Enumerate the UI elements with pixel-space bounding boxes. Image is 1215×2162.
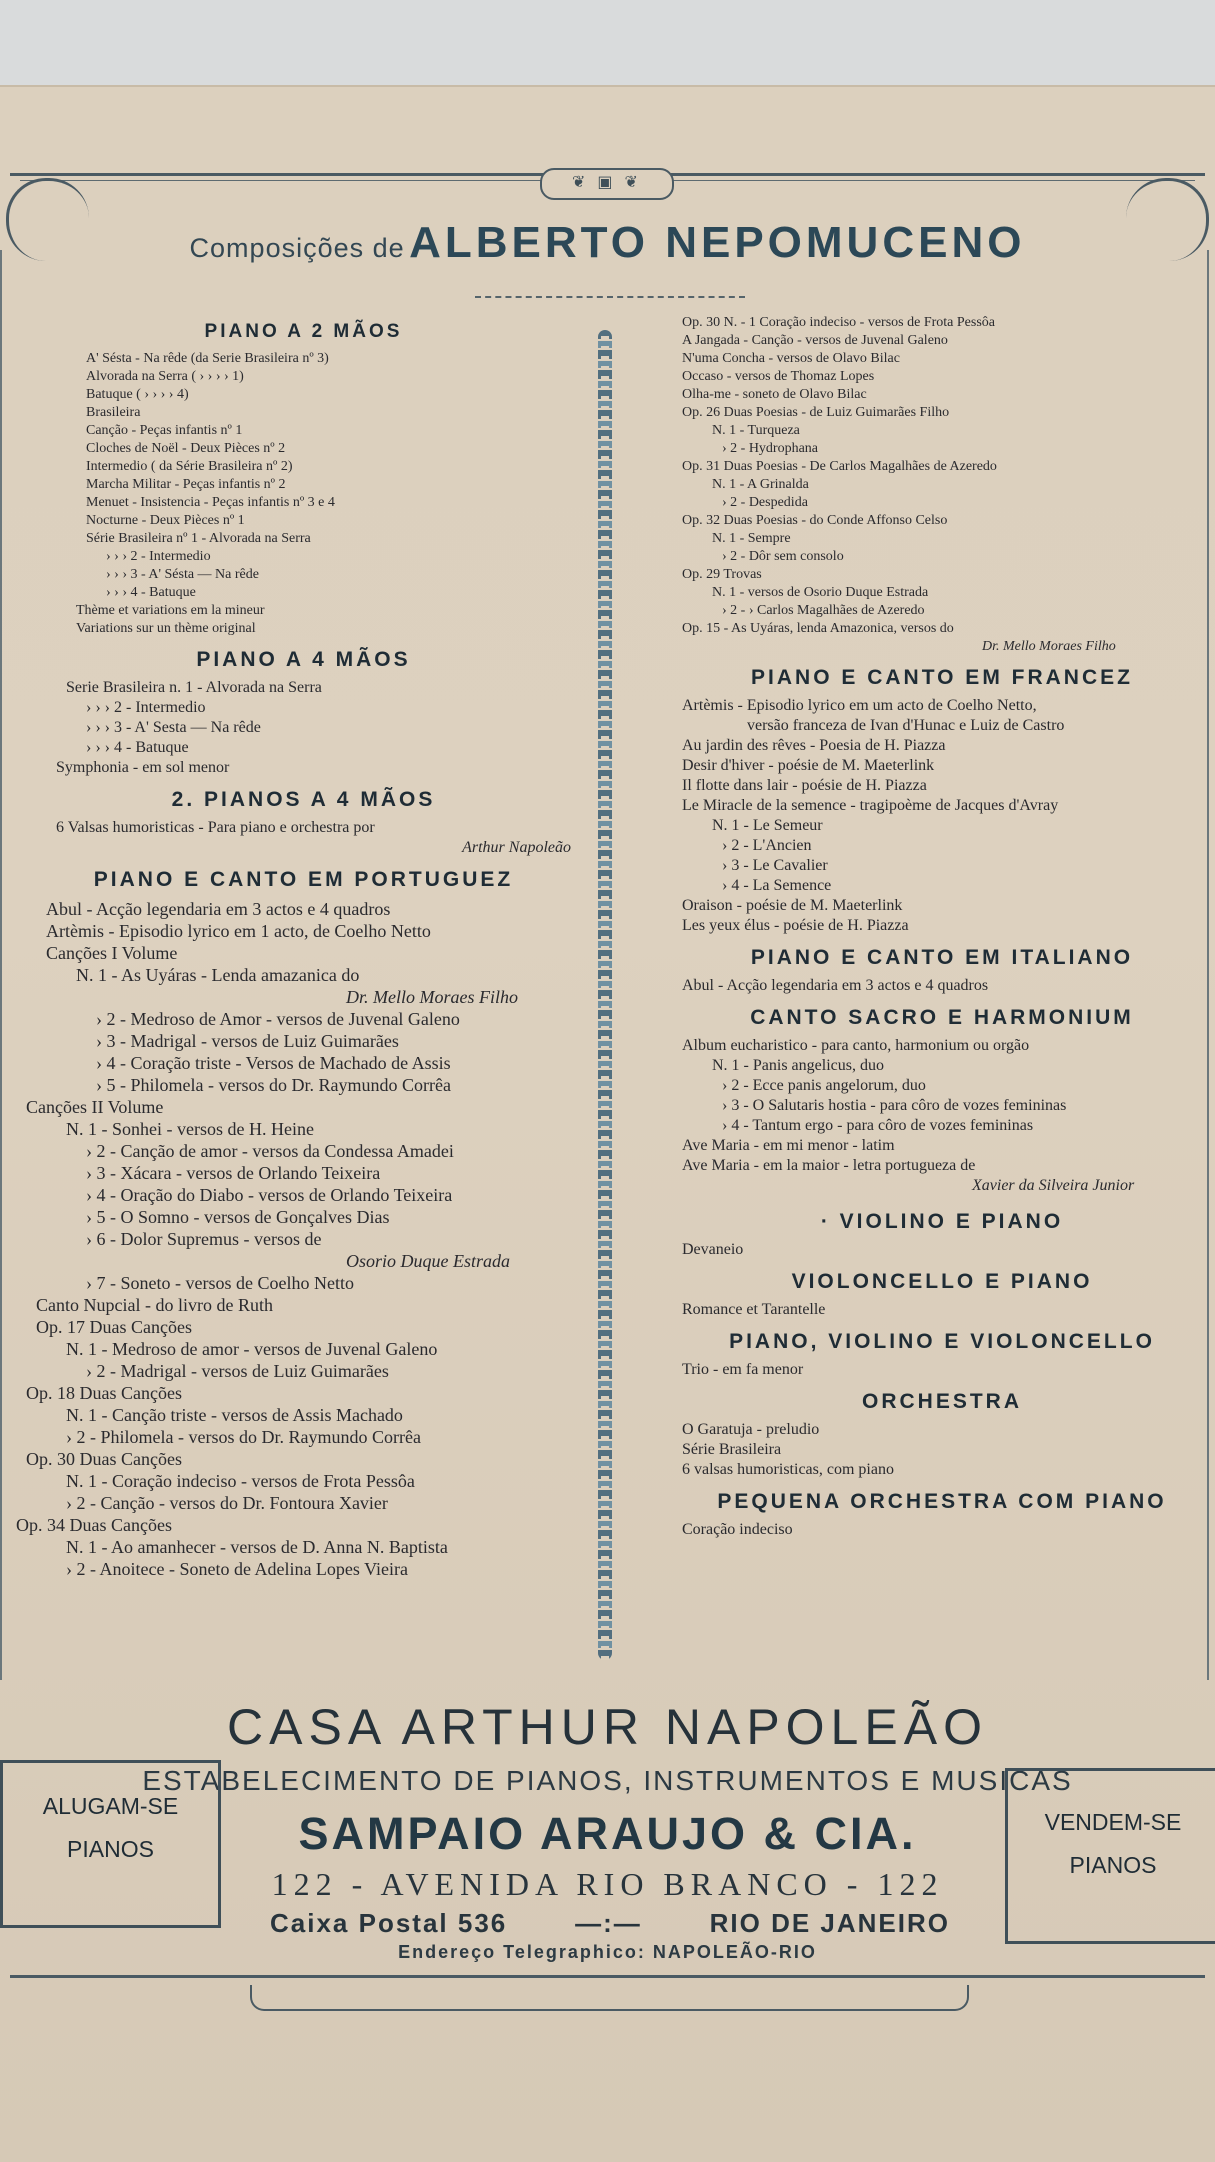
list-item: › › › 4 - Batuque — [86, 739, 189, 756]
section-heading: PIANO E CANTO EM ITALIANO — [750, 946, 1134, 969]
list-item: Op. 34 Duas Canções — [16, 1515, 172, 1535]
list-item: Occaso - versos de Thomaz Lopes — [682, 369, 875, 384]
list-item: Op. 26 Duas Poesias - de Luiz Guimarães Filho — [682, 405, 950, 420]
list-item: Op. 32 Duas Poesias - do Conde Affonso Celso — [682, 513, 948, 528]
list-item: Dr. Mello Moraes Filho — [982, 639, 1116, 654]
section-heading: PIANO A 4 MÃOS — [196, 648, 411, 671]
list-item: Desir d'hiver - poésie de M. Maeterlink — [682, 757, 935, 774]
list-item: Les yeux élus - poésie de H. Piazza — [682, 917, 909, 934]
list-item: Menuet - Insistencia - Peças infantis nº 3 e 4 — [86, 495, 335, 510]
list-item: Intermedio ( da Série Brasileira nº 2) — [86, 459, 293, 474]
list-item: › › › 4 - Batuque — [106, 585, 196, 600]
ornamental-frame-bottom — [10, 1975, 1205, 1978]
list-item: 6 Valsas humoristicas - Para piano e orchestra por — [56, 819, 375, 836]
list-item: Canção - Peças infantis nº 1 — [86, 423, 243, 438]
list-item: versão franceza de Ivan d'Hunac e Luiz de Castro — [747, 717, 1065, 734]
list-item: Arthur Napoleão — [462, 839, 571, 856]
list-item: › › › 2 - Intermedio — [106, 549, 211, 564]
list-item: N. 1 - As Uyáras - Lenda amazanica do — [76, 965, 360, 985]
list-item: › 2 - Canção - versos do Dr. Fontoura Xavier — [66, 1493, 388, 1513]
list-item: Op. 31 Duas Poesias - De Carlos Magalhães de Azeredo — [682, 459, 997, 474]
list-item: Canções II Volume — [26, 1097, 164, 1117]
city: RIO DE JANEIRO — [709, 1908, 950, 1938]
list-item: Ave Maria - em la maior - letra portugueza de — [682, 1157, 976, 1174]
list-item: › 2 - Ecce panis angelorum, duo — [722, 1077, 926, 1094]
list-item: Série Brasileira nº 1 - Alvorada na Serra — [86, 531, 311, 546]
list-item: N. 1 - Canção triste - versos de Assis Machado — [66, 1405, 403, 1425]
list-item: › 2 - Despedida — [722, 495, 808, 510]
list-item: N. 1 - Sempre — [712, 531, 791, 546]
section-heading: VIOLONCELLO E PIANO — [791, 1270, 1093, 1293]
list-item: Batuque ( › › › › 4) — [86, 387, 189, 402]
title-prefix: Composições de — [189, 233, 405, 263]
section-heading: PIANO E CANTO EM PORTUGUEZ — [93, 868, 514, 891]
list-item: Abul - Acção legendaria em 3 actos e 4 quadros — [682, 977, 989, 994]
list-item: A Jangada - Canção - versos de Juvenal Galeno — [682, 333, 948, 348]
page-title — [0, 218, 1215, 268]
separator: —:— — [575, 1908, 642, 1938]
list-item: › 6 - Dolor Supremus - versos de — [86, 1229, 322, 1249]
frame-side-right — [1207, 250, 1215, 1680]
list-item: N'uma Concha - versos de Olavo Bilac — [682, 351, 900, 366]
list-item: N. 1 - Sonhei - versos de H. Heine — [66, 1119, 314, 1139]
list-item: Thème et variations em la mineur — [76, 603, 265, 618]
list-item: Ave Maria - em mi menor - latim — [682, 1137, 895, 1154]
chain-divider-icon — [598, 330, 612, 1660]
sale-notice — [1005, 1768, 1215, 1944]
list-item: N. 1 - Medroso de amor - versos de Juvenal Galeno — [66, 1339, 438, 1359]
list-item: Série Brasileira — [682, 1441, 782, 1458]
list-item: › 4 - Coração triste - Versos de Machado de Assis — [96, 1053, 451, 1073]
list-item: › 4 - Tantum ergo - para côro de vozes femininas — [722, 1117, 1034, 1134]
list-item: › 2 - Medroso de Amor - versos de Juvenal Galeno — [96, 1009, 460, 1029]
list-item: › 2 - L'Ancien — [722, 837, 812, 854]
list-item: N. 1 - A Grinalda — [712, 477, 809, 492]
section-heading: PIANO, VIOLINO E VIOLONCELLO — [729, 1330, 1155, 1353]
list-item: Trio - em fa menor — [682, 1361, 804, 1378]
list-item: › 7 - Soneto - versos de Coelho Netto — [86, 1273, 354, 1293]
list-item: › 2 - Hydrophana — [722, 441, 819, 456]
list-item: Dr. Mello Moraes Filho — [346, 987, 518, 1007]
list-item: Op. 15 - As Uyáras, lenda Amazonica, versos do — [682, 621, 954, 636]
sale-line-2: PIANOS — [1069, 1852, 1157, 1878]
section-heading: PIANO E CANTO EM FRANCEZ — [751, 666, 1133, 689]
list-item: Devaneio — [682, 1241, 744, 1258]
list-item: › › › 2 - Intermedio — [86, 699, 206, 716]
list-item: › 3 - Madrigal - versos de Luiz Guimarães — [96, 1031, 399, 1051]
list-item: › 2 - Madrigal - versos de Luiz Guimarães — [86, 1361, 389, 1381]
telegraph-address: Endereço Telegraphico: NAPOLEÃO-RIO — [398, 1942, 817, 1962]
list-item: A' Sésta - Na rêde (da Serie Brasileira nº 3) — [86, 351, 329, 366]
list-item: › 2 - Anoitece - Soneto de Adelina Lopes Vieira — [66, 1559, 408, 1579]
list-item: › 3 - O Salutaris hostia - para côro de vozes femininas — [722, 1097, 1067, 1114]
rental-notice — [0, 1760, 221, 1928]
section-heading: 2. PIANOS A 4 MÃOS — [171, 788, 436, 811]
frame-side-left — [0, 250, 8, 1680]
list-item: Cloches de Noël - Deux Pièces nº 2 — [86, 441, 286, 456]
list-item: › 2 - Canção de amor - versos da Condessa Amadei — [86, 1141, 454, 1161]
list-item: Le Miracle de la semence - tragipoème de Jacques d'Avray — [682, 797, 1059, 814]
list-item: Coração indeciso — [682, 1521, 793, 1538]
list-item: Artèmis - Episodio lyrico em 1 acto, de Coelho Netto — [46, 921, 431, 941]
list-item: Serie Brasileira n. 1 - Alvorada na Serra — [66, 679, 322, 696]
list-item: Nocturne - Deux Pièces nº 1 — [86, 513, 245, 528]
ornament-icon — [540, 168, 674, 200]
list-item: › 4 - Oração do Diabo - versos de Orlando Teixeira — [86, 1185, 453, 1205]
list-item: Brasileira — [86, 405, 141, 420]
ornamental-frame-bottom-tab — [250, 1985, 969, 2011]
postal-box: Caixa Postal 536 — [270, 1908, 508, 1938]
list-item: Marcha Militar - Peças infantis nº 2 — [86, 477, 286, 492]
list-item: Il flotte dans lair - poésie de H. Piazza — [682, 777, 927, 794]
list-item: › › › 3 - A' Sésta — Na rêde — [106, 567, 259, 582]
list-item: Album eucharistico - para canto, harmonium ou orgão — [682, 1037, 1030, 1054]
list-item: Op. 18 Duas Canções — [26, 1383, 182, 1403]
sale-line-1: VENDEM-SE — [1044, 1809, 1182, 1835]
list-item: N. 1 - Ao amanhecer - versos de D. Anna N. Baptista — [66, 1537, 448, 1557]
list-item: Xavier da Silveira Junior — [972, 1177, 1135, 1194]
left-column — [16, 320, 591, 1580]
publisher-description: ESTABELECIMENTO DE PIANOS, INSTRUMENTOS E MUSICAS — [142, 1765, 1073, 1796]
list-item: Au jardin des rêves - Poesia de H. Piazza — [682, 737, 946, 754]
list-item: Op. 30 N. - 1 Coração indeciso - versos de Frota Pessôa — [682, 315, 995, 330]
rental-line-1: ALUGAM-SE — [42, 1793, 179, 1819]
list-item: Osorio Duque Estrada — [346, 1251, 511, 1271]
list-item: 6 valsas humoristicas, com piano — [682, 1461, 894, 1478]
list-item: › 5 - O Somno - versos de Gonçalves Dias — [86, 1207, 390, 1227]
list-item: Variations sur un thème original — [76, 621, 256, 636]
address: 122 - AVENIDA RIO BRANCO - 122 — [271, 1866, 944, 1902]
list-item: Canções I Volume — [46, 943, 178, 963]
company-name: SAMPAIO ARAUJO & CIA. — [298, 1808, 917, 1859]
list-item: Olha-me - soneto de Olavo Bilac — [682, 387, 867, 402]
list-item: Alvorada na Serra ( › › › › 1) — [86, 369, 244, 384]
list-item: Canto Nupcial - do livro de Ruth — [36, 1295, 273, 1315]
section-heading: ORCHESTRA — [861, 1390, 1022, 1413]
postal-line — [270, 1908, 950, 1939]
section-heading: CANTO SACRO E HARMONIUM — [750, 1006, 1134, 1029]
right-column — [682, 315, 1202, 1540]
list-item: Oraison - poésie de M. Maeterlink — [682, 897, 903, 914]
list-item: › › › 3 - A' Sesta — Na rêde — [86, 719, 261, 736]
section-heading: PEQUENA ORCHESTRA COM PIANO — [717, 1490, 1167, 1513]
list-item: › 4 - La Semence — [722, 877, 832, 894]
list-item: Artèmis - Episodio lyrico em um acto de Coelho Netto, — [682, 697, 1037, 714]
list-item: Op. 17 Duas Canções — [36, 1317, 192, 1337]
list-item: Op. 30 Duas Canções — [26, 1449, 182, 1469]
composer-name: ALBERTO NEPOMUCENO — [409, 218, 1026, 267]
list-item: Op. 29 Trovas — [682, 567, 762, 582]
list-item: N. 1 - Le Semeur — [712, 817, 823, 834]
list-item: O Garatuja - preludio — [682, 1421, 820, 1438]
publisher-name: CASA ARTHUR NAPOLEÃO — [227, 1699, 988, 1755]
list-item: › 2 - Philomela - versos do Dr. Raymundo Corrêa — [66, 1427, 421, 1447]
list-item: › 5 - Philomela - versos do Dr. Raymundo Corrêa — [96, 1075, 451, 1095]
list-item: N. 1 - Coração indeciso - versos de Frota Pessôa — [66, 1471, 415, 1491]
list-item: › 3 - Xácara - versos de Orlando Teixeira — [86, 1163, 381, 1183]
list-item: › 3 - Le Cavalier — [722, 857, 828, 874]
title-divider — [475, 296, 745, 298]
list-item: Symphonia - em sol menor — [56, 759, 230, 776]
list-item: N. 1 - Turqueza — [712, 423, 800, 438]
section-heading: · VIOLINO E PIANO — [820, 1210, 1064, 1233]
list-item: › 2 - Dôr sem consolo — [722, 549, 844, 564]
list-item: N. 1 - Panis angelicus, duo — [712, 1057, 884, 1074]
list-item: Romance et Tarantelle — [682, 1301, 826, 1318]
section-heading: PIANO A 2 MÃOS — [204, 321, 403, 342]
list-item: N. 1 - versos de Osorio Duque Estrada — [712, 585, 929, 600]
rental-line-2: PIANOS — [67, 1836, 154, 1862]
list-item: Abul - Acção legendaria em 3 actos e 4 quadros — [46, 899, 391, 919]
list-item: › 2 - › Carlos Magalhães de Azeredo — [722, 603, 925, 618]
